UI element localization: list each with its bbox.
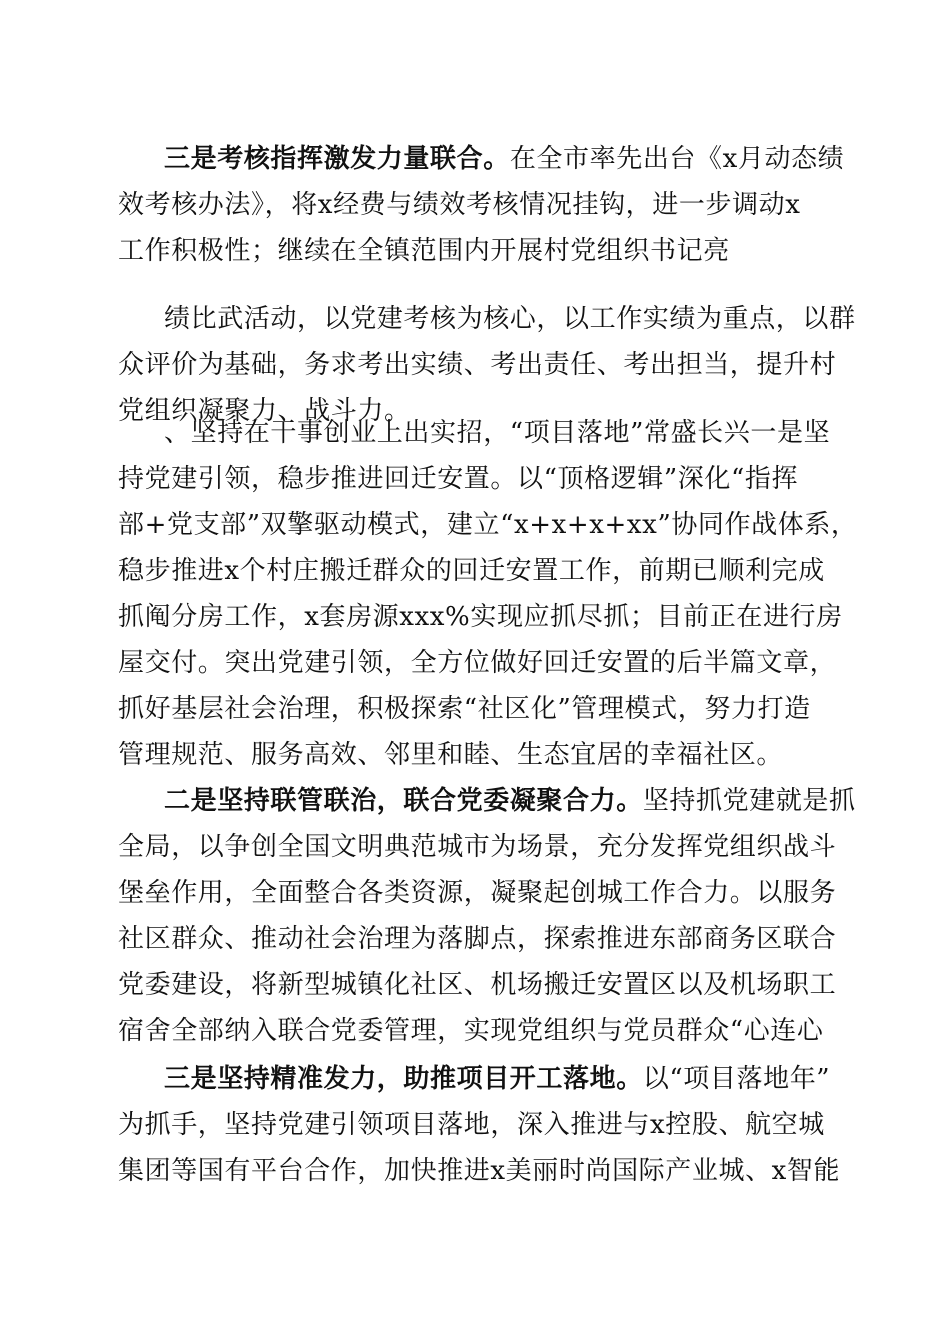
paragraph-4-line-3: 堡垒作用，全面整合各类资源，凝聚起创城工作合力。以服务 bbox=[118, 878, 837, 908]
paragraph-1-text: 在全市率先出台《x月动态绩 bbox=[509, 144, 845, 174]
paragraph-5-line-2: 为抓手，坚持党建引领项目落地，深入推进与x控股、航空城 bbox=[118, 1110, 825, 1140]
paragraph-3-line-3: 部+党支部”双擎驱动模式，建立“x+x+x+xx”协同作战体系， bbox=[118, 510, 858, 540]
paragraph-1-line-3: 工作积极性；继续在全镇范围内开展村党组织书记亮 bbox=[118, 236, 730, 266]
paragraph-5-text: 以“项目落地年” bbox=[642, 1064, 831, 1094]
paragraph-3-line-5: 抓阄分房工作，x套房源xxx%实现应抓尽抓；目前正在进行房 bbox=[118, 602, 843, 632]
paragraph-4-line-2: 全局，以争创全国文明典范城市为场景，充分发挥党组织战斗 bbox=[118, 832, 837, 862]
paragraph-3-line-6: 屋交付。突出党建引领，全方位做好回迁安置的后半篇文章， bbox=[118, 648, 837, 678]
paragraph-1-lead: 三是考核指挥激发力量联合。 bbox=[164, 144, 510, 174]
paragraph-3-line-4: 稳步推进x个村庄搬迁群众的回迁安置工作，前期已顺利完成 bbox=[118, 556, 825, 586]
paragraph-4-line-1 bbox=[164, 778, 856, 824]
paragraph-1-line-2: 效考核办法》，将x经费与绩效考核情况挂钩，进一步调动x bbox=[118, 190, 801, 220]
paragraph-3-line-8: 管理规范、服务高效、邻里和睦、生态宜居的幸福社区。 bbox=[118, 740, 784, 770]
paragraph-5-line-1 bbox=[164, 1056, 833, 1102]
paragraph-3-line-1: 、坚持在干事创业上出实招，“项目落地”常盛长兴一是坚 bbox=[164, 418, 831, 448]
paragraph-3-line-2: 持党建引领，稳步推进回迁安置。以“顶格逻辑”深化“指挥 bbox=[118, 464, 799, 494]
paragraph-2-line-2: 众评价为基础，务求考出实绩、考出责任、考出担当，提升村 bbox=[118, 350, 837, 380]
paragraph-1-line-1 bbox=[164, 136, 845, 182]
paragraph-4-line-5: 党委建设，将新型城镇化社区、机场搬迁安置区以及机场职工 bbox=[118, 970, 837, 1000]
paragraph-4-lead: 二是坚持联管联治，联合党委凝聚合力。 bbox=[164, 786, 643, 816]
paragraph-2-line-3: 党组织凝聚力、战斗力。 bbox=[118, 396, 411, 426]
paragraph-4-line-4: 社区群众、推动社会治理为落脚点，探索推进东部商务区联合 bbox=[118, 924, 837, 954]
paragraph-3-line-7: 抓好基层社会治理，积极探索“社区化”管理模式，努力打造 bbox=[118, 694, 811, 724]
paragraph-4-text: 坚持抓党建就是抓 bbox=[642, 786, 856, 816]
paragraph-5-lead: 三是坚持精准发力，助推项目开工落地。 bbox=[164, 1064, 643, 1094]
paragraph-4-line-6: 宿舍全部纳入联合党委管理，实现党组织与党员群众“心连心 bbox=[118, 1016, 824, 1046]
paragraph-2-line-1: 绩比武活动，以党建考核为核心，以工作实绩为重点，以群 bbox=[164, 304, 856, 334]
paragraph-5-line-3: 集团等国有平台合作，加快推进x美丽时尚国际产业城、x智能 bbox=[118, 1156, 841, 1186]
